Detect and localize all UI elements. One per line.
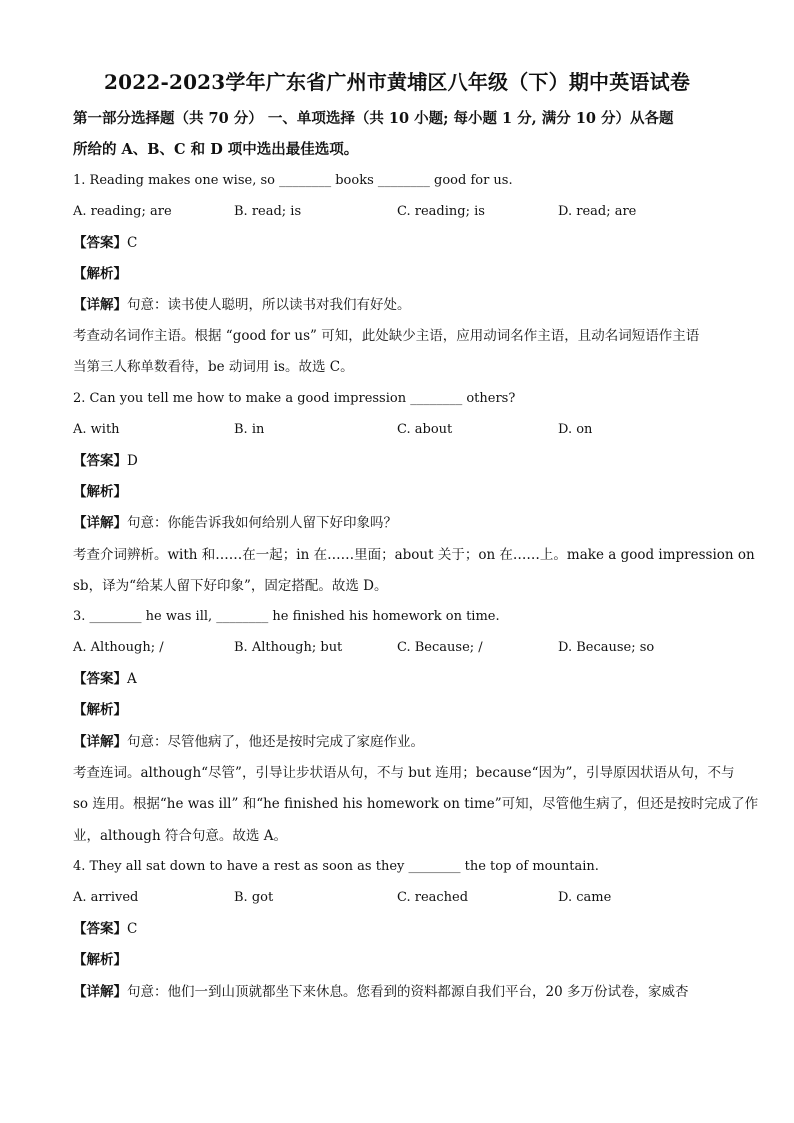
analysis-label: 【解析】 bbox=[73, 702, 127, 718]
detail-label: 【详解】 bbox=[73, 297, 127, 313]
detail-text: 句意：读书使人聪明，所以读书对我们有好处。 bbox=[127, 297, 411, 313]
question-1-explanation-line: 考查动名词作主语。根据 “good for us” 可知，此处缺少主语，应用动词名作主语，且动名词短语作主语 bbox=[73, 328, 700, 344]
answer-value: C bbox=[127, 921, 138, 937]
question-1-answer bbox=[73, 234, 137, 252]
question-4-option-b: B. got bbox=[234, 890, 274, 905]
question-4-answer bbox=[73, 920, 137, 938]
question-4-analysis bbox=[73, 951, 127, 969]
detail-label: 【详解】 bbox=[73, 734, 127, 750]
question-2-option-d: D. on bbox=[558, 422, 593, 437]
detail-text: 句意：尽管他病了，他还是按时完成了家庭作业。 bbox=[127, 734, 424, 750]
analysis-label: 【解析】 bbox=[73, 266, 127, 282]
analysis-label: 【解析】 bbox=[73, 952, 127, 968]
detail-text: 句意：你能告诉我如何给别人留下好印象吗？ bbox=[127, 515, 397, 531]
question-2-detail bbox=[73, 514, 397, 532]
question-3-option-c: C. Because; / bbox=[397, 640, 483, 655]
question-2-answer bbox=[73, 452, 138, 470]
question-1-option-a: A. reading; are bbox=[73, 204, 172, 219]
question-2-option-c: C. about bbox=[397, 422, 453, 437]
page-title: 2022-2023学年广东省广州市黄埔区八年级（下）期中英语试卷 bbox=[103, 70, 691, 94]
question-3-analysis bbox=[73, 701, 127, 719]
question-3-explanation-line: 考查连词。although“尽管”，引导让步状语从句，不与 but 连用；because“因为”，引导原因状语从句，不与 bbox=[73, 765, 735, 781]
answer-label: 【答案】 bbox=[73, 235, 127, 251]
detail-text: 句意：他们一到山顶就都坐下来休息。您看到的资料都源自我们平台，20 多万份试卷，家威杏 bbox=[127, 984, 689, 1000]
question-2-analysis bbox=[73, 483, 127, 501]
question-3-option-d: D. Because; so bbox=[558, 640, 655, 655]
question-2-stem: 2. Can you tell me how to make a good impression ________ others? bbox=[73, 391, 516, 406]
answer-value: D bbox=[127, 453, 138, 469]
detail-label: 【详解】 bbox=[73, 515, 127, 531]
question-1-detail bbox=[73, 296, 411, 314]
question-1-analysis bbox=[73, 265, 127, 283]
section-intro-line-2: 所给的 A、B、C 和 D 项中选出最佳选项。 bbox=[73, 141, 359, 158]
question-3-option-a: A. Although; / bbox=[73, 640, 164, 655]
answer-label: 【答案】 bbox=[73, 921, 127, 937]
question-1-stem: 1. Reading makes one wise, so ________ books ________ good for us. bbox=[73, 173, 513, 188]
answer-label: 【答案】 bbox=[73, 671, 127, 687]
question-1-explanation-line: 当第三人称单数看待，be 动词用 is。故选 C。 bbox=[73, 359, 354, 375]
question-1-option-b: B. read; is bbox=[234, 204, 302, 219]
question-3-option-b: B. Although; but bbox=[234, 640, 343, 655]
question-2-option-a: A. with bbox=[73, 422, 120, 437]
question-1-option-d: D. read; are bbox=[558, 204, 637, 219]
question-2-option-b: B. in bbox=[234, 422, 265, 437]
question-3-stem: 3. ________ he was ill, ________ he finished his homework on time. bbox=[73, 609, 500, 624]
section-intro bbox=[73, 103, 723, 165]
question-4-option-c: C. reached bbox=[397, 890, 469, 905]
question-3-explanation-line: 业，although 符合句意。故选 A。 bbox=[73, 828, 287, 844]
analysis-label: 【解析】 bbox=[73, 484, 127, 500]
answer-label: 【答案】 bbox=[73, 453, 127, 469]
detail-label: 【详解】 bbox=[73, 984, 127, 1000]
question-3-detail bbox=[73, 733, 424, 751]
question-3-answer bbox=[73, 670, 137, 688]
answer-value: C bbox=[127, 235, 138, 251]
question-4-option-d: D. came bbox=[558, 890, 612, 905]
section-intro-line-1: 第一部分选择题（共 70 分） 一、单项选择（共 10 小题; 每小题 1 分, 满分 10 分）从各题 bbox=[73, 110, 674, 127]
answer-value: A bbox=[127, 671, 137, 687]
question-3-explanation-line: so 连用。根据“he was ill” 和“he finished his homework on time”可知，尽管他生病了，但还是按时完成了作 bbox=[73, 796, 759, 812]
question-4-stem: 4. They all sat down to have a rest as soon as they ________ the top of mountain. bbox=[73, 859, 599, 874]
question-1-option-c: C. reading; is bbox=[397, 204, 485, 219]
question-4-detail bbox=[73, 983, 688, 1001]
question-4-option-a: A. arrived bbox=[73, 890, 139, 905]
question-2-explanation-line: sb，译为“给某人留下好印象”，固定搭配。故选 D。 bbox=[73, 578, 388, 594]
question-2-explanation-line: 考查介词辨析。with 和……在一起；in 在……里面；about 关于；on 在……上。make a good impression on bbox=[73, 547, 755, 563]
